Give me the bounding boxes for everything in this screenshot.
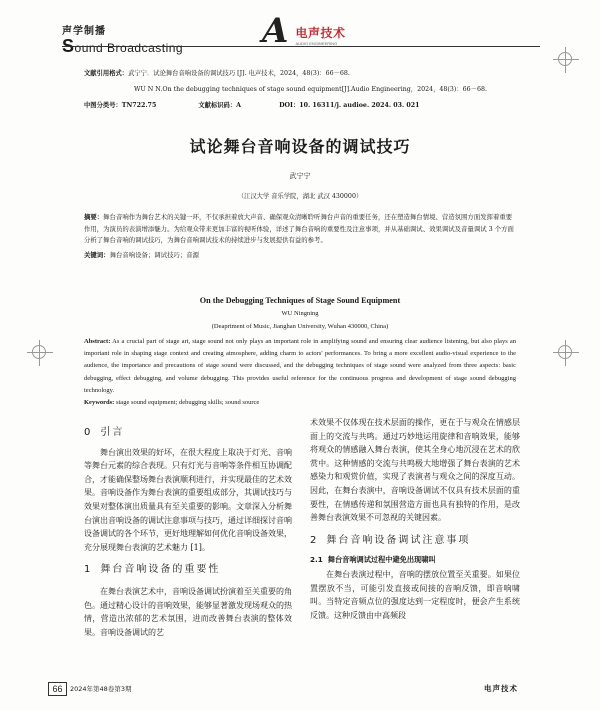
abstract-cn-text: 舞台音响作为舞台艺术的关键一环，不仅承担着放大声音、确保观众清晰聆听舞台声音的重要任务，还在塑造舞台情境、营造氛围方面发挥着重要作用，为演员的表演增添魅力。为给观众带来更加丰富的视听体验，详述了舞台音响的重要性及注意事项，并从基础调试、效果调试及音量调试 3 个方面分析了舞台音响的调试技巧，为舞台音响调试技术的持续进步与发展提供有益的参考。 — [84, 213, 514, 244]
clc-value: TN722.75 — [121, 102, 157, 109]
clc-label: 中图分类号： — [84, 102, 122, 109]
abstract-en — [84, 336, 516, 409]
section-1-heading — [84, 563, 292, 577]
abstract-en-label: Abstract: — [84, 338, 111, 345]
citation-cn — [84, 68, 524, 79]
doc-code-label: 文献标识码： — [198, 102, 237, 109]
subsection-2-1-heading — [310, 553, 520, 567]
page-number: 66 — [48, 682, 67, 696]
doc-code-value: A — [236, 102, 242, 109]
author-en: WU Ningning — [281, 310, 319, 317]
paper-title-en: On the Debugging Techniques of Stage Sound Equipment — [199, 296, 401, 305]
logo-subtitle: AUDIO ENGINEERING — [295, 41, 338, 46]
registration-mark-icon — [558, 345, 572, 359]
keywords-en-label: Keywords: — [84, 399, 115, 407]
section-0-number: 0 — [84, 427, 93, 438]
section-header — [62, 22, 183, 57]
subsection-2-1-number: 2.1 — [310, 555, 323, 565]
abstract-cn — [84, 212, 516, 261]
citation-cn-text: 武宁宁．试论舞台音响设备的调试技巧 [J]. 电声技术，2024，48(3)：66－68. — [128, 70, 350, 77]
keywords-cn-text: 舞台音响设备；调试技巧；音源 — [109, 250, 200, 259]
subsection-2-1-paragraph: 在舞台表演过程中，音响的摆放位置至关重要。如果位置摆放不当，可能引发直接或间接的音响反馈，即音响啸叫。当特定音频点位的强度达到一定程度时，便会产生系统反馈。这种反馈由中高频段 — [310, 569, 520, 620]
author-cn: 武宁宁 — [289, 172, 311, 180]
right-column — [310, 416, 520, 622]
abstract-cn-label: 摘要： — [84, 213, 104, 221]
section-name-en: Sound Broadcasting — [62, 36, 184, 56]
logo-mark: A — [262, 11, 289, 51]
keywords-cn-label: 关键词： — [84, 250, 110, 259]
registration-mark-icon — [558, 52, 572, 66]
intro-paragraph: 舞台演出效果的好坏，在很大程度上取决于灯光、音响等舞台元素的综合表现。只有灯光与音响等条件相互协调配合，才能确保整场舞台表演顺利进行，并实现最佳的艺术效果。音响设备作为舞台表演的重要组成部分，其调试技巧与效果对整体演出质量具有至关重要的影响。文章深入分析舞台演出音响设备的调试注意事项与技巧，通过详细探讨音响设备调试的各个环节，更好地理解如何优化音响设备效果，充分展现舞台表演的艺术魅力 [1]。 — [84, 447, 292, 552]
classification-line — [84, 100, 524, 111]
section-1-paragraph: 在舞台表演艺术中，音响设备调试扮演着至关重要的角色。通过精心设计的音响效果，能够显著激发现场观众的热情，营造出浓郁的艺术氛围，进而改善舞台表演的整体效果。音响设备调试的艺 — [84, 586, 292, 637]
paper-title-cn: 试论舞台音响设备的调试技巧 — [189, 137, 411, 156]
section-name-cn: 声学制播 — [62, 26, 106, 37]
footer-brand: 电声技术 — [484, 684, 518, 693]
subsection-2-1-title: 舞台音响调试过程中避免出现啸叫 — [327, 555, 436, 565]
section-0-heading — [84, 426, 292, 440]
affiliation-en: (Deaprtment of Music, Jianghan University, Wuhan 430000, China) — [211, 323, 389, 330]
keywords-en-text: stage sound equipment; debugging skills; sound source — [115, 399, 260, 407]
issue-info: 2024年第48卷第3期 — [70, 685, 132, 693]
section-2-title: 舞台音响设备调试注意事项 — [326, 534, 471, 546]
abstract-en-text: As a crucial part of stage art, stage sound not only plays an important role in amplifying sound and ensuring clear audience listening, but also plays an important role in shaping stage context and creating atmosphere, adding charm to actors' performances. To bring a more excellent audio-visual experience to the audience, the importance and precautions of stage sound were discussed, and the debugging techniques of stage sound were analyzed from three aspects: basic debugging, effect debugging, and volume debugging. This provides useful reference for the continuous progress and development of stage sound debugging technology. — [84, 338, 516, 394]
section-2-number: 2 — [310, 534, 319, 546]
keywords-en — [84, 397, 516, 409]
header-rule — [62, 46, 540, 47]
keywords-cn — [84, 250, 516, 262]
citation-label: 文献引用格式： — [84, 70, 129, 77]
left-column — [84, 426, 292, 639]
citation-en: WU N N.On the debugging techniques of stage sound equipment[J].Audio Engineering，2024，48(3)：66－68. — [134, 86, 487, 93]
section-1-number: 1 — [84, 564, 93, 576]
section-0-title: 引言 — [100, 427, 125, 438]
journal-logo — [262, 11, 346, 51]
section-2-heading — [310, 534, 520, 548]
doi-label: DOI： — [279, 102, 300, 109]
section-1-continued-paragraph: 术效果不仅体现在技术层面的操作，更在于与观众在情感层面上的交流与共鸣。通过巧妙地运用旋律和音响效果，能够将观众的情感融入舞台表演，使其全身心地沉浸在艺术的欣赏中。这种情感的交流与共鸣极大地增强了舞台表演的艺术感染力和观赏价值，实现了表演者与观众之间的深度互动。因此，在舞台表演中，音响设备调试不仅具有技术层面的重要性，在情感传递和氛围营造方面也具有独特的作用，是改善舞台表演效果不可忽视的关键因素。 — [310, 418, 520, 523]
section-1-title: 舞台音响设备的重要性 — [100, 564, 221, 576]
registration-mark-icon — [32, 345, 46, 359]
logo-name: 电声技术 — [295, 26, 346, 40]
doi-value: 10. 16311/j. audioe. 2024. 03. 021 — [299, 102, 420, 109]
affiliation-cn: （江汉大学 音乐学院，湖北 武汉 430000） — [237, 193, 363, 200]
